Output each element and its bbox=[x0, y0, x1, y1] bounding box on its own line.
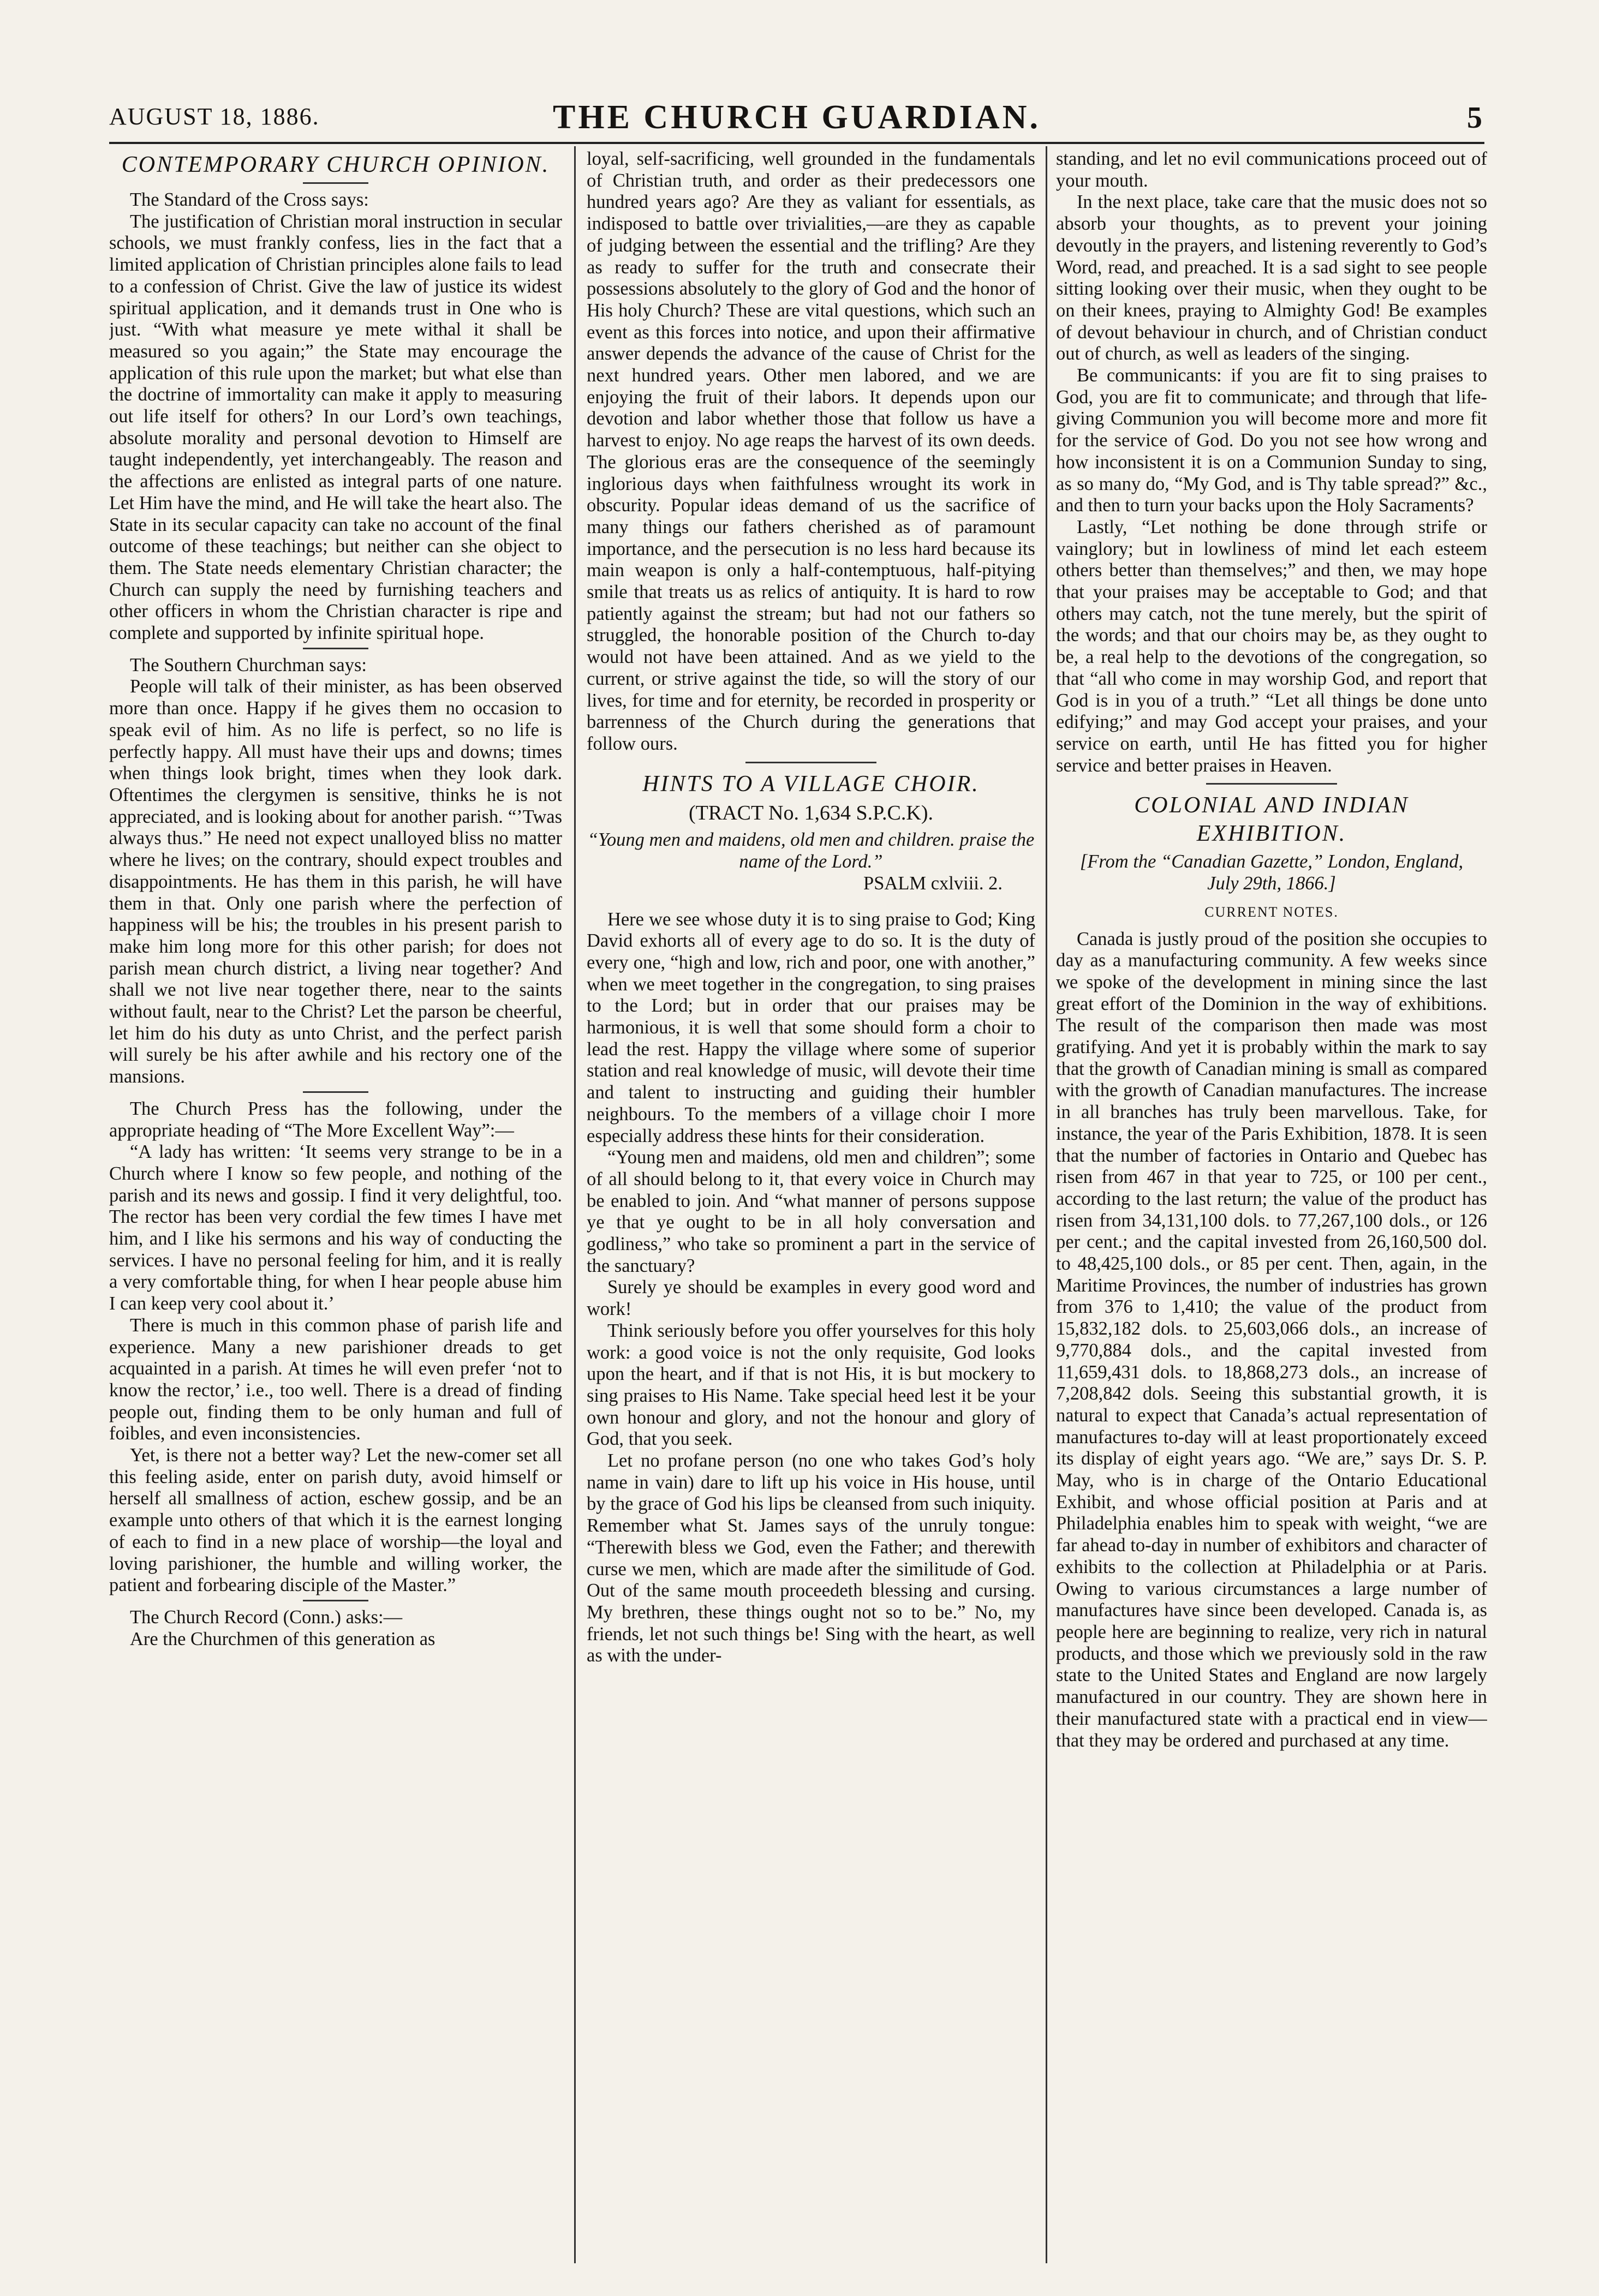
divider bbox=[303, 1091, 368, 1093]
paragraph: Canada is justly proud of the position she occupies to day as a manufacturing community. A few weeks since we spoke of the development in mining since the last great effort of the Dominion in the way of exhibitions. The result of the comparison then made was most gratifying. And yet it is probably within the mark to say that the growth of Canadian mining is small as compared with the growth of Canadian manufactures. The increase in all branches has truly been marvellous. Take, for instance, the year of the Paris Exhibition, 1878. It is seen that the number of factories in Ontario and Quebec has risen from 467 in that year to 725, or 100 per cent., according to the last return; the value of the product has risen from 34,131,100 dols. to 77,267,100 dols., or 126 per cent.; and the capital invested from 26,160,500 dol. to 48,425,100 dols., or 85 per cent. Then, again, in the Maritime Provinces, the number of industries has grown from 376 to 1,410; the value of the product from 15,832,182 dols. to 25,603,066 dols., an increase of 9,770,884 dols., and the capital invested from 11,659,431 dols. to 18,868,273 dols., an increase of 7,208,842 dols. Seeing this substantial growth, it is natural to expect that Canada’s actual representation of manufactures to-day will at least proportionately exceed its display of eight years ago. “We are,” says Dr. S. P. May, who is in charge of the Ontario Educational Exhibit, and whose official position at Paris and at Philadelphia enables him to speak with weight, “we are far ahead to-day in number of exhibitors and character of exhibits to the collection at Philadelphia or at Paris. Owing to various circumstances a large number of manufactures have since been developed. Canada is, as people here are beginning to realize, very rich in natural products, and those which we previously sold in the raw state to the United States and England are now largely manufactured in our country. They are shown here in their manufactured state with a practical end in view—that they may be ordered and purchased at any time. bbox=[1056, 928, 1487, 1751]
paragraph: People will talk of their minister, as has been observed more than once. Happy if he gives them no occasion to speak evil of him. As no life is perfect, so no life is perfectly happy. All must have their ups and downs; times when things look bright, times when they look dark. Oftentimes the clergymen is sensitive, thinks he is not appreciated, and is looking about for another parish. “’Twas always thus.” He need not expect unalloyed bliss no matter where he lives; on the contrary, should expect troubles and disappointments. He has them in this parish, he will have them in that. Only one parish where the perfection of happiness will be his; the troubles in his present parish to make him long more for this other parish; for does not parish mean church district, a living near together? And shall we not live near together there, near to the saints without fault, near to the Christ? Let the parson be cheerful, let him do his duty as unto Christ, and the perfect parish will surely be his after awhile and his rectory one of the mansions. bbox=[109, 676, 562, 1087]
column-divider bbox=[574, 146, 576, 2263]
section-heading-contemporary-opinion: CONTEMPORARY CHURCH OPINION. bbox=[121, 152, 550, 177]
quote-intro-church-press: The Church Press has the following, under the appropriate heading of “The More Excellent Way”:— bbox=[109, 1098, 562, 1141]
scripture-motto: “Young men and maidens, old men and children. praise the name of the Lord.” bbox=[587, 829, 1035, 872]
paragraph: There is much in this common phase of parish life and experience. Many a new parishioner dreads to get acquainted in a parish. At times he will even prefer ‘not to know the rector,’ i.e., too well. There is a dread of finding people out, finding them to be only human and full of foibles, and even inconsistencies. bbox=[109, 1314, 562, 1444]
divider bbox=[303, 648, 368, 649]
paragraph: Surely ye should be examples in every good word and work! bbox=[587, 1277, 1035, 1320]
section-heading-colonial-exhibition: COLONIAL AND INDIAN EXHIBITION. bbox=[1134, 793, 1409, 847]
divider bbox=[303, 182, 368, 184]
paragraph: standing, and let no evil communications proceed out of your mouth. bbox=[1056, 148, 1487, 191]
newspaper-title: THE CHURCH GUARDIAN. bbox=[553, 99, 1041, 136]
column-1 bbox=[109, 148, 562, 2265]
quote-intro-standard: The Standard of the Cross says: bbox=[129, 189, 369, 210]
paragraph: Yet, is there not a better way? Let the new-comer set all this feeling aside, enter on parish duty, avoid himself or herself all smallness of action, eschew gossip, and be an example unto others of that which it is the earnest longing of each to find in a new place of worship—the loyal and loving parishioner, the humble and willing worker, the patient and forbearing disciple of the Master.” bbox=[109, 1445, 562, 1596]
masthead bbox=[109, 99, 1484, 144]
quote-intro-church-record: The Church Record (Conn.) asks:— bbox=[129, 1607, 403, 1628]
paragraph: “A lady has written: ‘It seems very strange to be in a Church where I know so few people, and nothing of the parish and its news and gossip. I find it very delightful, too. The rector has been very cordial the few times I have met him, and I like his sermons and his way of conducting the services. I have no personal feeling for him, and it is really a very comfortable thing, for when I hear people abuse him I can keep very cool about it.’ bbox=[109, 1141, 562, 1314]
divider bbox=[745, 762, 876, 763]
page-number: 5 bbox=[1467, 101, 1482, 135]
subheading-current-notes: CURRENT NOTES. bbox=[1204, 904, 1339, 920]
column-divider bbox=[1046, 146, 1047, 2263]
paragraph: Be communicants: if you are fit to sing praises to God, you are fit to communicate; and through that life-giving Communion you will become more and more fit for the service of God. Do you not see how wrong and how inconsistent it is on a Communion Sunday to sing, as so many do, “My God, and is Thy table spread?” &c., and then to turn your backs upon the Holy Sacraments? bbox=[1056, 365, 1487, 516]
paragraph: “Young men and maidens, old men and children”; some of all should belong to it, that every voice in Church may be enabled to join. And “what manner of persons suppose ye that ye ought to be in all holy conversation and godliness,” who take so prominent a part in the service of the sanctuary? bbox=[587, 1147, 1035, 1276]
section-heading-village-choir: HINTS TO A VILLAGE CHOIR. bbox=[642, 771, 980, 797]
quote-intro-southern-churchman: The Southern Churchman says: bbox=[129, 654, 367, 675]
paragraph: Let no profane person (no one who takes God’s holy name in vain) dare to lift up his voice in His house, until by the grace of God his lips be cleansed from such iniquity. Remember what St. James says of the unruly tongue: “Therewith bless we God, even the Father; and therewith curse we men, which are made after the similitude of God. Out of the same mouth proceedeth blessing and cursing. My brethren, these things ought not so to be.” No, my friends, let not such things be! Sing with the heart, as well as with the under- bbox=[587, 1450, 1035, 1666]
column-2 bbox=[587, 148, 1035, 2265]
paragraph: Here we see whose duty it is to sing praise to God; King David exhorts all of every age to do so. It is the duty of every one, “high and low, rich and poor, one with another,” when we meet together in the congregation, to sing praises to the Lord; but in order that our praises may be harmonious, it is well that some should form a choir to lead the rest. Happy the village where some of superior station and real knowledge of music, will devote their time and talent to instructing and guiding their humbler neighbours. To the members of a village choir I more especially address these hints for their consideration. bbox=[587, 908, 1035, 1146]
paragraph: Lastly, “Let nothing be done through strife or vainglory; but in lowliness of mind let each esteem others better than themselves;” and then, we may hope that your praises may be acceptable to God; and that others may catch, not the tune merely, but the spirit of the words; and that our choirs may be, as they ought to be, a real help to the devotions of the congregation, so that “all who come in may worship God, and report that God is in you of a truth.” “Let all things be done unto edifying;” and may God accept your praises, and your service on earth, until He has fitted you for higher service and better praises in Heaven. bbox=[1056, 516, 1487, 776]
divider bbox=[303, 1600, 368, 1601]
paragraph: loyal, self-sacrificing, well grounded in the fundamentals of Christian truth, and order as their predecessors one hundred years ago? Are they as valiant for essentials, as indisposed to battle over trivialities,—are they as capable of judging between the essential and the trifling? Are they as ready to suffer for the truth and consecrate their possessions absolutely to the glory of God and the honor of His holy Church? These are vital questions, which such an event as this forces into notice, and upon their affirmative answer depends the advance of the cause of Christ for the next hundred years. Other men labored, and we are enjoying the fruit of their labors. It depends upon our devotion and labor whether those that follow us have a harvest to enjoy. No age reaps the harvest of its own deeds. The glorious eras are the consequence of the seemingly inglorious days when faithfulness wrought its work in obscurity. Popular ideas demand of us the sacrifice of many things our fathers cherished as of paramount importance, and the persecution is no less hard because its main weapon is only a half-contemptuous, half-pitying smile that treats us as relics of antiquity. It is hard to row patiently against the stream; but had not our fathers so struggled, the honorable position of the Church to-day would not have been attained. And as we yield to the current, or strive against the tide, so will the story of our lives, for time and for eternity, be recorded in prosperity or barrenness of the Church during the generations that follow ours. bbox=[587, 148, 1035, 754]
scripture-reference: PSALM cxlviii. 2. bbox=[863, 872, 1003, 894]
tract-number: (TRACT No. 1,634 S.P.C.K). bbox=[689, 801, 933, 824]
article-source: [From the “Canadian Gazette,” London, England, July 29th, 1866.] bbox=[1079, 851, 1464, 894]
issue-date: AUGUST 18, 1886. bbox=[109, 103, 320, 130]
paragraph: In the next place, take care that the music does not so absorb your thoughts, as to prevent your joining devoutly in the prayers, and listening reverently to God’s Word, read, and preached. It is a sad sight to see people sitting looking over their music, when they ought to be on their knees, praying to Almighty God! Be examples of devout behaviour in church, and of Christian conduct out of church, as well as leaders of the singing. bbox=[1056, 192, 1487, 364]
paragraph: Think seriously before you offer yourselves for this holy work: a good voice is not the only requisite, God looks upon the heart, and if that is not His, it is but mockery to sing praises to His Name. Take special heed lest it be your own honour and glory, and not the honour and glory of God, that you seek. bbox=[587, 1320, 1035, 1450]
paragraph: The justification of Christian moral instruction in secular schools, we must frankly confess, lies in the fact that a limited application of Christian principles alone fails to lead to a confession of Christ. Give the law of justice its widest spiritual application, and it demands trust in One who is just. “With what measure ye mete withal it shall be measured so you again;” the State may encourage the application of this rule upon the market; but what else than the doctrine of immortality can make it apply to measuring out life itself for others? In our Lord’s own teachings, absolute morality and personal devotion to Himself are taught independently, yet interchangeably. The reason and the affections are enlisted as integral parts of one nature. Let Him have the mind, and He will take the heart also. The State in its secular capacity can take no account of the final outcome of these teachings; but neither can she object to them. The State needs elementary Christian character; the Church can supply the need by furnishing teachers and other officers in whom the Christian character is ripe and complete and supported by infinite spiritual hope. bbox=[109, 211, 562, 644]
divider bbox=[1206, 783, 1337, 785]
paragraph: Are the Churchmen of this generation as bbox=[129, 1628, 435, 1649]
column-3 bbox=[1056, 148, 1487, 2265]
